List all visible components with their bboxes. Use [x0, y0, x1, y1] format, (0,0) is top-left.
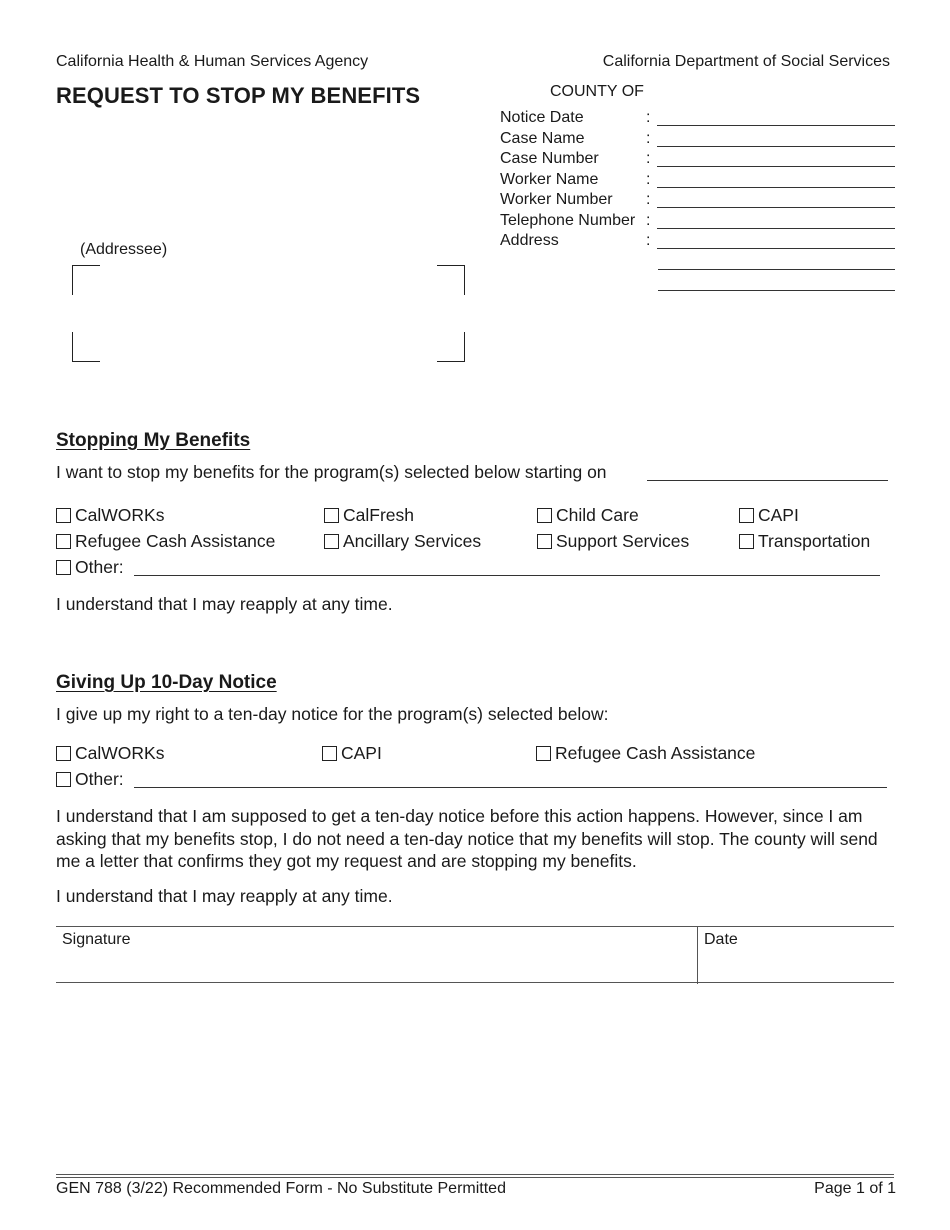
notice-calworks-checkbox[interactable]: CalWORKs: [56, 743, 164, 764]
address-line-1: [657, 248, 895, 249]
addressee-label: (Addressee): [80, 241, 168, 258]
telephone-number-line: [657, 228, 895, 229]
checkbox-box[interactable]: [739, 534, 754, 549]
stop-child-care-checkbox[interactable]: Child Care: [537, 505, 639, 526]
stop-transportation-checkbox[interactable]: Transportation: [739, 531, 870, 552]
footer-rule-bottom: [56, 1177, 894, 1178]
stopping-benefits-heading: Stopping My Benefits: [56, 430, 251, 451]
signature-field[interactable]: Signature: [62, 931, 131, 948]
case-number-label: Case Number: [500, 150, 599, 167]
stop-refugee-cash-checkbox[interactable]: Refugee Cash Assistance: [56, 531, 275, 552]
case-name-label: Case Name: [500, 130, 585, 147]
page-title: REQUEST TO STOP MY BENEFITS: [56, 83, 421, 108]
checkbox-box[interactable]: [324, 508, 339, 523]
date-field[interactable]: Date: [704, 931, 738, 948]
agency-name: California Health & Human Services Agency: [56, 53, 369, 70]
telephone-number-label: Telephone Number: [500, 212, 636, 229]
checkbox-box[interactable]: [324, 534, 339, 549]
stop-calworks-checkbox[interactable]: CalWORKs: [56, 505, 164, 526]
checkbox-box[interactable]: [56, 772, 71, 787]
checkbox-box[interactable]: [56, 746, 71, 761]
stop-ancillary-services-checkbox[interactable]: Ancillary Services: [324, 531, 481, 552]
stop-capi-checkbox[interactable]: CAPI: [739, 505, 799, 526]
address-window-corner-br: [437, 332, 465, 362]
footer-rule-top: [56, 1174, 894, 1175]
notice-heading: Giving Up 10-Day Notice: [56, 672, 277, 693]
notice-other-line[interactable]: [134, 787, 887, 788]
stopping-reapply-text: I understand that I may reapply at any time.: [56, 594, 393, 614]
page-number: Page 1 of 1: [814, 1180, 896, 1197]
checkbox-box[interactable]: [56, 560, 71, 575]
case-number-line: [657, 166, 895, 167]
checkbox-box[interactable]: [56, 508, 71, 523]
address-window-corner-tl: [72, 265, 100, 295]
notice-other-checkbox[interactable]: Other:: [56, 769, 124, 790]
worker-number-label: Worker Number: [500, 191, 613, 208]
notice-date-label: Notice Date: [500, 109, 584, 126]
notice-date-line: [657, 125, 895, 126]
department-name: California Department of Social Services: [602, 53, 890, 70]
stop-calfresh-checkbox[interactable]: CalFresh: [324, 505, 414, 526]
checkbox-box[interactable]: [56, 534, 71, 549]
address-line-3[interactable]: [658, 290, 895, 291]
notice-refugee-cash-checkbox[interactable]: Refugee Cash Assistance: [536, 743, 755, 764]
notice-explanation: I understand that I am supposed to get a ten-day notice before this action happens. However, since I am asking that my benefits stop, I do not need a ten-day notice that my benefits will stop. The county will send me a letter that confirms they got my request and are stopping my benefits.: [56, 806, 878, 871]
address-window-corner-bl: [72, 332, 100, 362]
worker-name-line: [657, 187, 895, 188]
address-label: Address: [500, 232, 559, 249]
checkbox-box[interactable]: [322, 746, 337, 761]
worker-name-label: Worker Name: [500, 171, 599, 188]
address-window-corner-tr: [437, 265, 465, 295]
signature-divider: [697, 927, 698, 984]
checkbox-box[interactable]: [537, 508, 552, 523]
checkbox-box[interactable]: [537, 534, 552, 549]
stop-support-services-checkbox[interactable]: Support Services: [537, 531, 689, 552]
notice-intro: I give up my right to a ten-day notice for the program(s) selected below:: [56, 704, 609, 724]
form-id: GEN 788 (3/22) Recommended Form - No Substitute Permitted: [56, 1180, 506, 1197]
notice-capi-checkbox[interactable]: CAPI: [322, 743, 382, 764]
address-line-2[interactable]: [658, 269, 895, 270]
start-date-line[interactable]: [647, 480, 888, 481]
checkbox-box[interactable]: [536, 746, 551, 761]
stop-other-line[interactable]: [134, 575, 880, 576]
checkbox-box[interactable]: [739, 508, 754, 523]
stop-other-checkbox[interactable]: Other:: [56, 557, 124, 578]
worker-number-line: [657, 207, 895, 208]
case-name-line: [657, 146, 895, 147]
stopping-intro: I want to stop my benefits for the program(s) selected below starting on: [56, 462, 607, 482]
county-label: COUNTY OF: [550, 83, 644, 100]
signature-block: [56, 926, 894, 983]
notice-reapply-text: I understand that I may reapply at any time.: [56, 886, 393, 906]
